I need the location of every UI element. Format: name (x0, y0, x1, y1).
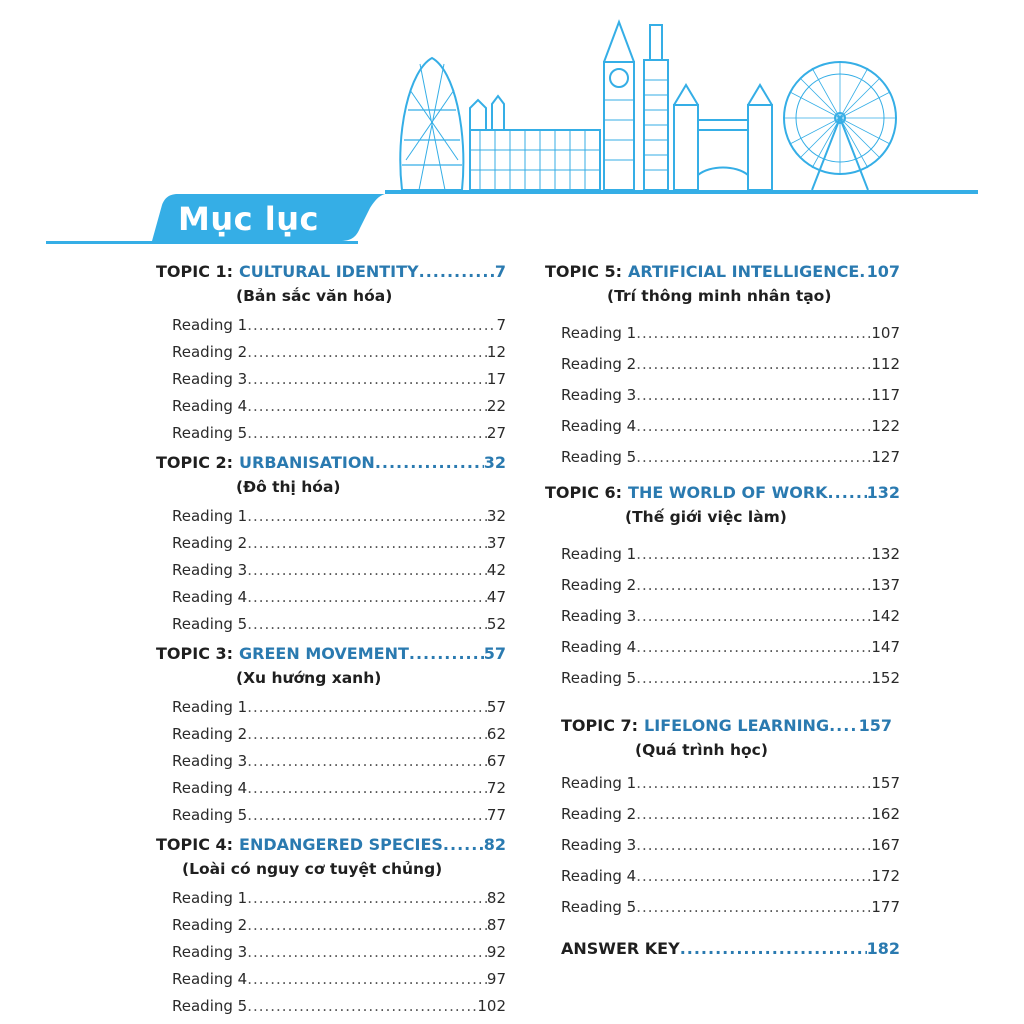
leader-dots (247, 779, 487, 797)
topic-code: TOPIC 7: (561, 716, 639, 735)
toc-topic-5 (545, 262, 900, 314)
reading-page: 42 (486, 561, 506, 579)
leader-dots (859, 262, 866, 281)
reading-page: 162 (871, 805, 900, 823)
topic-page: 32 (483, 453, 506, 472)
reading-list (545, 774, 900, 929)
reading-page: 62 (486, 725, 506, 743)
reading-entry (545, 867, 900, 898)
reading-entry (156, 424, 506, 451)
reading-page: 32 (486, 507, 506, 525)
leader-dots (247, 370, 487, 388)
reading-page: 177 (871, 898, 900, 916)
leader-dots (247, 698, 487, 716)
reading-list (156, 316, 506, 451)
reading-entry (545, 669, 900, 700)
topic-page: 82 (483, 835, 506, 854)
leader-dots (247, 916, 487, 934)
reading-page: 147 (871, 638, 900, 656)
leader-dots (443, 835, 484, 854)
reading-page: 52 (486, 615, 506, 633)
leader-dots (247, 970, 487, 988)
reading-label: Reading 5 (172, 615, 248, 633)
reading-page: 27 (486, 424, 506, 442)
leader-dots (636, 386, 871, 404)
leader-dots (636, 355, 871, 373)
topic-name: LIFELONG LEARNING (644, 716, 830, 735)
reading-page: 12 (486, 343, 506, 361)
reading-label: Reading 1 (172, 316, 248, 334)
leader-dots (636, 448, 871, 466)
leader-dots (636, 669, 871, 687)
leader-dots (409, 644, 484, 663)
leader-dots (419, 262, 495, 281)
leader-dots (247, 397, 487, 415)
leader-dots (636, 898, 871, 916)
leader-dots (247, 997, 477, 1015)
reading-page: 122 (871, 417, 900, 435)
topic-subtitle: (Quá trình học) (635, 741, 768, 759)
reading-list (156, 507, 506, 642)
reading-page: 47 (486, 588, 506, 606)
reading-page: 17 (486, 370, 506, 388)
reading-entry (156, 397, 506, 424)
reading-label: Reading 2 (561, 805, 637, 823)
reading-entry (545, 576, 900, 607)
leader-dots (636, 867, 871, 885)
reading-entry (156, 970, 506, 997)
reading-entry (545, 898, 900, 929)
reading-entry (545, 545, 900, 576)
leader-dots (247, 561, 487, 579)
reading-page: 107 (871, 324, 900, 342)
page-title: Mục lục (178, 200, 319, 238)
reading-page: 112 (871, 355, 900, 373)
reading-entry (156, 889, 506, 916)
leader-dots (375, 453, 484, 472)
reading-label: Reading 3 (561, 836, 637, 854)
topic-name: THE WORLD OF WORK (628, 483, 828, 502)
reading-entry (156, 370, 506, 397)
toc-topic-3 (156, 644, 506, 692)
reading-entry (156, 997, 506, 1024)
answer-key-label: ANSWER KEY (561, 939, 680, 958)
reading-list (545, 545, 900, 700)
topic-code: TOPIC 5: (545, 262, 623, 281)
topic-name: ENDANGERED SPECIES (239, 835, 443, 854)
reading-page: 152 (871, 669, 900, 687)
toc-topic-6 (545, 483, 900, 535)
topic-name: CULTURAL IDENTITY (239, 262, 419, 281)
reading-entry (156, 561, 506, 588)
reading-page: 77 (486, 806, 506, 824)
toc-topic-2 (156, 453, 506, 501)
leader-dots (636, 774, 871, 792)
reading-label: Reading 2 (172, 725, 248, 743)
reading-entry (156, 615, 506, 642)
reading-page: 132 (871, 545, 900, 563)
reading-label: Reading 1 (561, 324, 637, 342)
reading-label: Reading 2 (561, 355, 637, 373)
topic-subtitle: (Bản sắc văn hóa) (236, 287, 393, 305)
leader-dots (247, 889, 487, 907)
reading-label: Reading 5 (561, 669, 637, 687)
leader-dots (680, 939, 867, 958)
reading-label: Reading 5 (561, 448, 637, 466)
reading-entry (156, 725, 506, 752)
leader-dots (247, 615, 487, 633)
leader-dots (247, 424, 487, 442)
reading-page: 72 (486, 779, 506, 797)
leader-dots (247, 316, 496, 334)
topic-page: 107 (866, 262, 900, 281)
reading-entry (545, 774, 900, 805)
leader-dots (247, 725, 487, 743)
topic-code: TOPIC 3: (156, 644, 234, 663)
reading-label: Reading 5 (561, 898, 637, 916)
leader-dots (247, 343, 487, 361)
reading-page: 137 (871, 576, 900, 594)
reading-page: 127 (871, 448, 900, 466)
topic-page: 157 (858, 716, 892, 735)
reading-entry (156, 698, 506, 725)
reading-label: Reading 5 (172, 997, 248, 1015)
reading-entry (156, 752, 506, 779)
reading-label: Reading 1 (561, 545, 637, 563)
leader-dots (247, 943, 487, 961)
reading-label: Reading 2 (172, 916, 248, 934)
topic-code: TOPIC 6: (545, 483, 623, 502)
reading-entry (545, 324, 900, 355)
reading-label: Reading 4 (172, 397, 248, 415)
reading-entry (156, 507, 506, 534)
leader-dots (829, 716, 859, 735)
reading-label: Reading 2 (172, 534, 248, 552)
reading-label: Reading 4 (561, 417, 637, 435)
topic-page: 57 (483, 644, 506, 663)
reading-page: 67 (486, 752, 506, 770)
reading-entry (156, 943, 506, 970)
reading-list (156, 698, 506, 833)
reading-page: 97 (486, 970, 506, 988)
reading-label: Reading 4 (172, 588, 248, 606)
reading-label: Reading 3 (561, 607, 637, 625)
leader-dots (247, 752, 487, 770)
reading-label: Reading 3 (172, 943, 248, 961)
reading-label: Reading 2 (172, 343, 248, 361)
leader-dots (247, 806, 487, 824)
topic-name: ARTIFICIAL INTELLIGENCE (628, 262, 860, 281)
reading-label: Reading 5 (172, 424, 248, 442)
reading-label: Reading 3 (172, 370, 248, 388)
reading-label: Reading 1 (561, 774, 637, 792)
topic-subtitle: (Đô thị hóa) (236, 478, 341, 496)
reading-list (545, 324, 900, 479)
topic-name: GREEN MOVEMENT (239, 644, 409, 663)
reading-page: 142 (871, 607, 900, 625)
reading-entry (545, 805, 900, 836)
leader-dots (636, 576, 871, 594)
reading-label: Reading 5 (172, 806, 248, 824)
reading-page: 57 (486, 698, 506, 716)
topic-subtitle: (Trí thông minh nhân tạo) (607, 287, 832, 305)
reading-page: 172 (871, 867, 900, 885)
toc-topic-7 (545, 716, 900, 768)
reading-entry (545, 355, 900, 386)
leader-dots (828, 483, 867, 502)
reading-entry (156, 588, 506, 615)
reading-page: 157 (871, 774, 900, 792)
topic-subtitle: (Loài có nguy cơ tuyệt chủng) (182, 860, 443, 878)
reading-entry (156, 316, 506, 343)
leader-dots (636, 545, 871, 563)
reading-entry (156, 916, 506, 943)
reading-list (156, 889, 506, 1024)
topic-code: TOPIC 1: (156, 262, 234, 281)
toc-answer-key (545, 939, 900, 958)
topic-name: URBANISATION (239, 453, 375, 472)
reading-entry (545, 448, 900, 479)
reading-label: Reading 1 (172, 507, 248, 525)
leader-dots (247, 588, 487, 606)
topic-code: TOPIC 2: (156, 453, 234, 472)
reading-entry (545, 386, 900, 417)
reading-label: Reading 1 (172, 889, 248, 907)
leader-dots (636, 638, 871, 656)
topic-subtitle: (Xu hướng xanh) (236, 669, 382, 687)
reading-label: Reading 4 (172, 970, 248, 988)
reading-page: 22 (486, 397, 506, 415)
reading-entry (545, 417, 900, 448)
leader-dots (636, 607, 871, 625)
reading-entry (156, 806, 506, 833)
topic-subtitle: (Thế giới việc làm) (625, 508, 787, 526)
leader-dots (636, 417, 871, 435)
leader-dots (636, 805, 871, 823)
answer-key-page: 182 (866, 939, 900, 958)
reading-label: Reading 4 (172, 779, 248, 797)
reading-entry (156, 779, 506, 806)
toc-right-column (545, 262, 900, 958)
reading-page: 7 (496, 316, 506, 334)
reading-entry (545, 607, 900, 638)
reading-label: Reading 3 (561, 386, 637, 404)
reading-entry (156, 343, 506, 370)
topic-code: TOPIC 4: (156, 835, 234, 854)
reading-label: Reading 1 (172, 698, 248, 716)
topic-page: 7 (494, 262, 506, 281)
leader-dots (247, 534, 487, 552)
reading-page: 37 (486, 534, 506, 552)
reading-page: 82 (486, 889, 506, 907)
leader-dots (636, 836, 871, 854)
reading-label: Reading 4 (561, 867, 637, 885)
reading-entry (156, 534, 506, 561)
reading-entry (545, 836, 900, 867)
london-skyline-illustration (0, 0, 1024, 250)
toc-topic-1 (156, 262, 506, 310)
reading-label: Reading 4 (561, 638, 637, 656)
toc-left-column (156, 262, 506, 1024)
reading-page: 167 (871, 836, 900, 854)
topic-page: 132 (866, 483, 900, 502)
reading-entry (545, 638, 900, 669)
reading-page: 102 (477, 997, 506, 1015)
reading-page: 92 (486, 943, 506, 961)
leader-dots (247, 507, 487, 525)
toc-topic-4 (156, 835, 506, 883)
reading-page: 117 (871, 386, 900, 404)
reading-page: 87 (486, 916, 506, 934)
reading-label: Reading 3 (172, 561, 248, 579)
leader-dots (636, 324, 871, 342)
reading-label: Reading 2 (561, 576, 637, 594)
reading-label: Reading 3 (172, 752, 248, 770)
